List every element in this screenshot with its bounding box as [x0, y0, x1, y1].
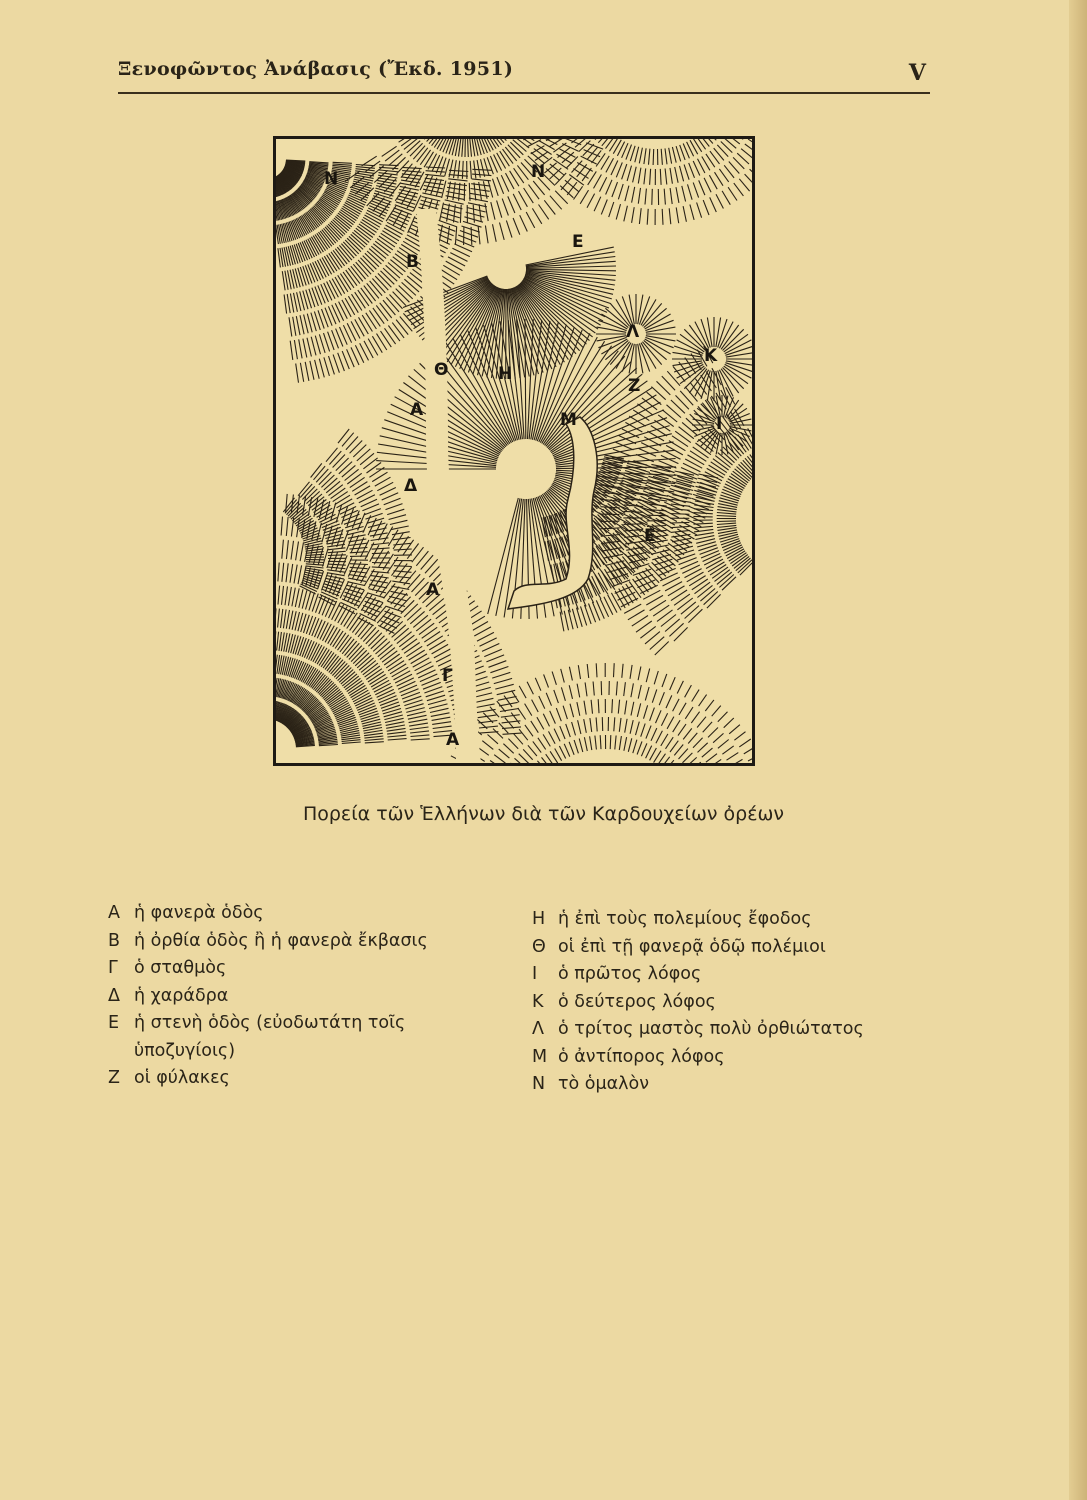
map-illustration	[273, 136, 755, 766]
legend-item	[108, 955, 488, 983]
map-label-e-right: Ε	[644, 526, 656, 546]
map-label-delta: Δ	[404, 476, 418, 496]
map-label-eta: Η	[498, 364, 513, 384]
legend-letter: Α	[108, 903, 120, 923]
map-label-lambda: Λ	[626, 322, 640, 342]
legend-letter: Β	[108, 930, 121, 951]
map-drawing	[276, 139, 752, 763]
legend-item	[532, 906, 952, 934]
legend-item	[532, 934, 952, 962]
legend-description: ἡ ὀρθία ὁδὸς ἢ ἡ φανερὰ ἔκβασις	[134, 930, 428, 951]
legend-description: ἡ χαράδρα	[134, 985, 229, 1006]
map-label-gamma: Γ	[442, 666, 453, 686]
figure-caption: Πορεία τῶν Ἑλλήνων διὰ τῶν Καρδουχείων ὀρέων	[302, 803, 785, 825]
legend-description: οἱ φύλακες	[134, 1068, 230, 1088]
legend-description: οἱ ἐπὶ τῇ φανερᾷ ὁδῷ πολέμιοι	[558, 936, 826, 957]
page-number: V	[908, 60, 926, 86]
map-label-mu: Μ	[560, 410, 577, 430]
legend-description: ἡ ἐπὶ τοὺς πολεμίους ἔφοδος	[558, 909, 812, 929]
legend-description: ἡ στενὴ ὁδὸς (εὐοδωτάτη τοῖς ὑποζυγίοις)	[134, 1013, 406, 1061]
legend-description: ὁ τρίτος μαστὸς πολὺ ὀρθιώτατος	[558, 1019, 864, 1039]
map-label-a-bottom: Α	[446, 730, 460, 750]
map-label-n-left: Ν	[324, 169, 339, 189]
map-label-e-top: Ε	[572, 232, 584, 252]
legend-item	[108, 983, 488, 1011]
legend-description: ὁ πρῶτος λόφος	[558, 964, 702, 984]
map-label-b: Β	[406, 252, 419, 272]
legend-letter: Δ	[108, 985, 120, 1006]
map-label-a-middle: Α	[426, 580, 440, 600]
legend-description: ἡ φανερὰ ὁδὸς	[134, 903, 264, 923]
legend-item	[108, 900, 488, 928]
map-label-kappa: Κ	[704, 346, 718, 366]
legend-letter: Η	[532, 909, 546, 929]
legend-letter: Ε	[108, 1013, 120, 1033]
legend-letter: Λ	[532, 1019, 544, 1039]
legend-item	[532, 1016, 952, 1044]
legend-item	[532, 989, 952, 1017]
legend-letter: Γ	[108, 958, 118, 978]
legend-letter: Κ	[532, 991, 544, 1012]
legend-item	[532, 961, 952, 989]
legend-item	[532, 1044, 952, 1072]
legend-letter: Μ	[532, 1046, 548, 1067]
legend-left-column	[108, 900, 488, 1093]
legend-item	[532, 1071, 952, 1099]
map-label-zeta: Ζ	[628, 376, 641, 396]
legend-letter: Ν	[532, 1074, 546, 1094]
legend-letter: Ζ	[108, 1068, 120, 1088]
legend-item	[108, 1010, 488, 1065]
running-header	[118, 58, 930, 94]
map-label-iota: Ι	[716, 414, 723, 434]
legend-description: ὁ σταθμὸς	[134, 958, 227, 978]
legend-description: ὁ δεύτερος λόφος	[558, 991, 716, 1012]
header-title: Ξενοφῶντος Ἀνάβασις (Ἔκδ. 1951)	[118, 58, 514, 80]
legend-letter: Θ	[532, 936, 546, 957]
legend-description: ὁ ἀντίπορος λόφος	[558, 1046, 725, 1067]
map-label-a-upper: Α	[410, 400, 424, 420]
map-label-theta: Θ	[434, 360, 449, 380]
legend-right-column	[532, 906, 952, 1099]
page-edge	[1069, 0, 1087, 1500]
legend-item	[108, 1065, 488, 1093]
map-label-n-right: Ν	[531, 162, 546, 182]
legend-description: τὸ ὁμαλὸν	[558, 1074, 650, 1094]
legend-item	[108, 928, 488, 956]
legend-letter: Ι	[532, 964, 538, 984]
